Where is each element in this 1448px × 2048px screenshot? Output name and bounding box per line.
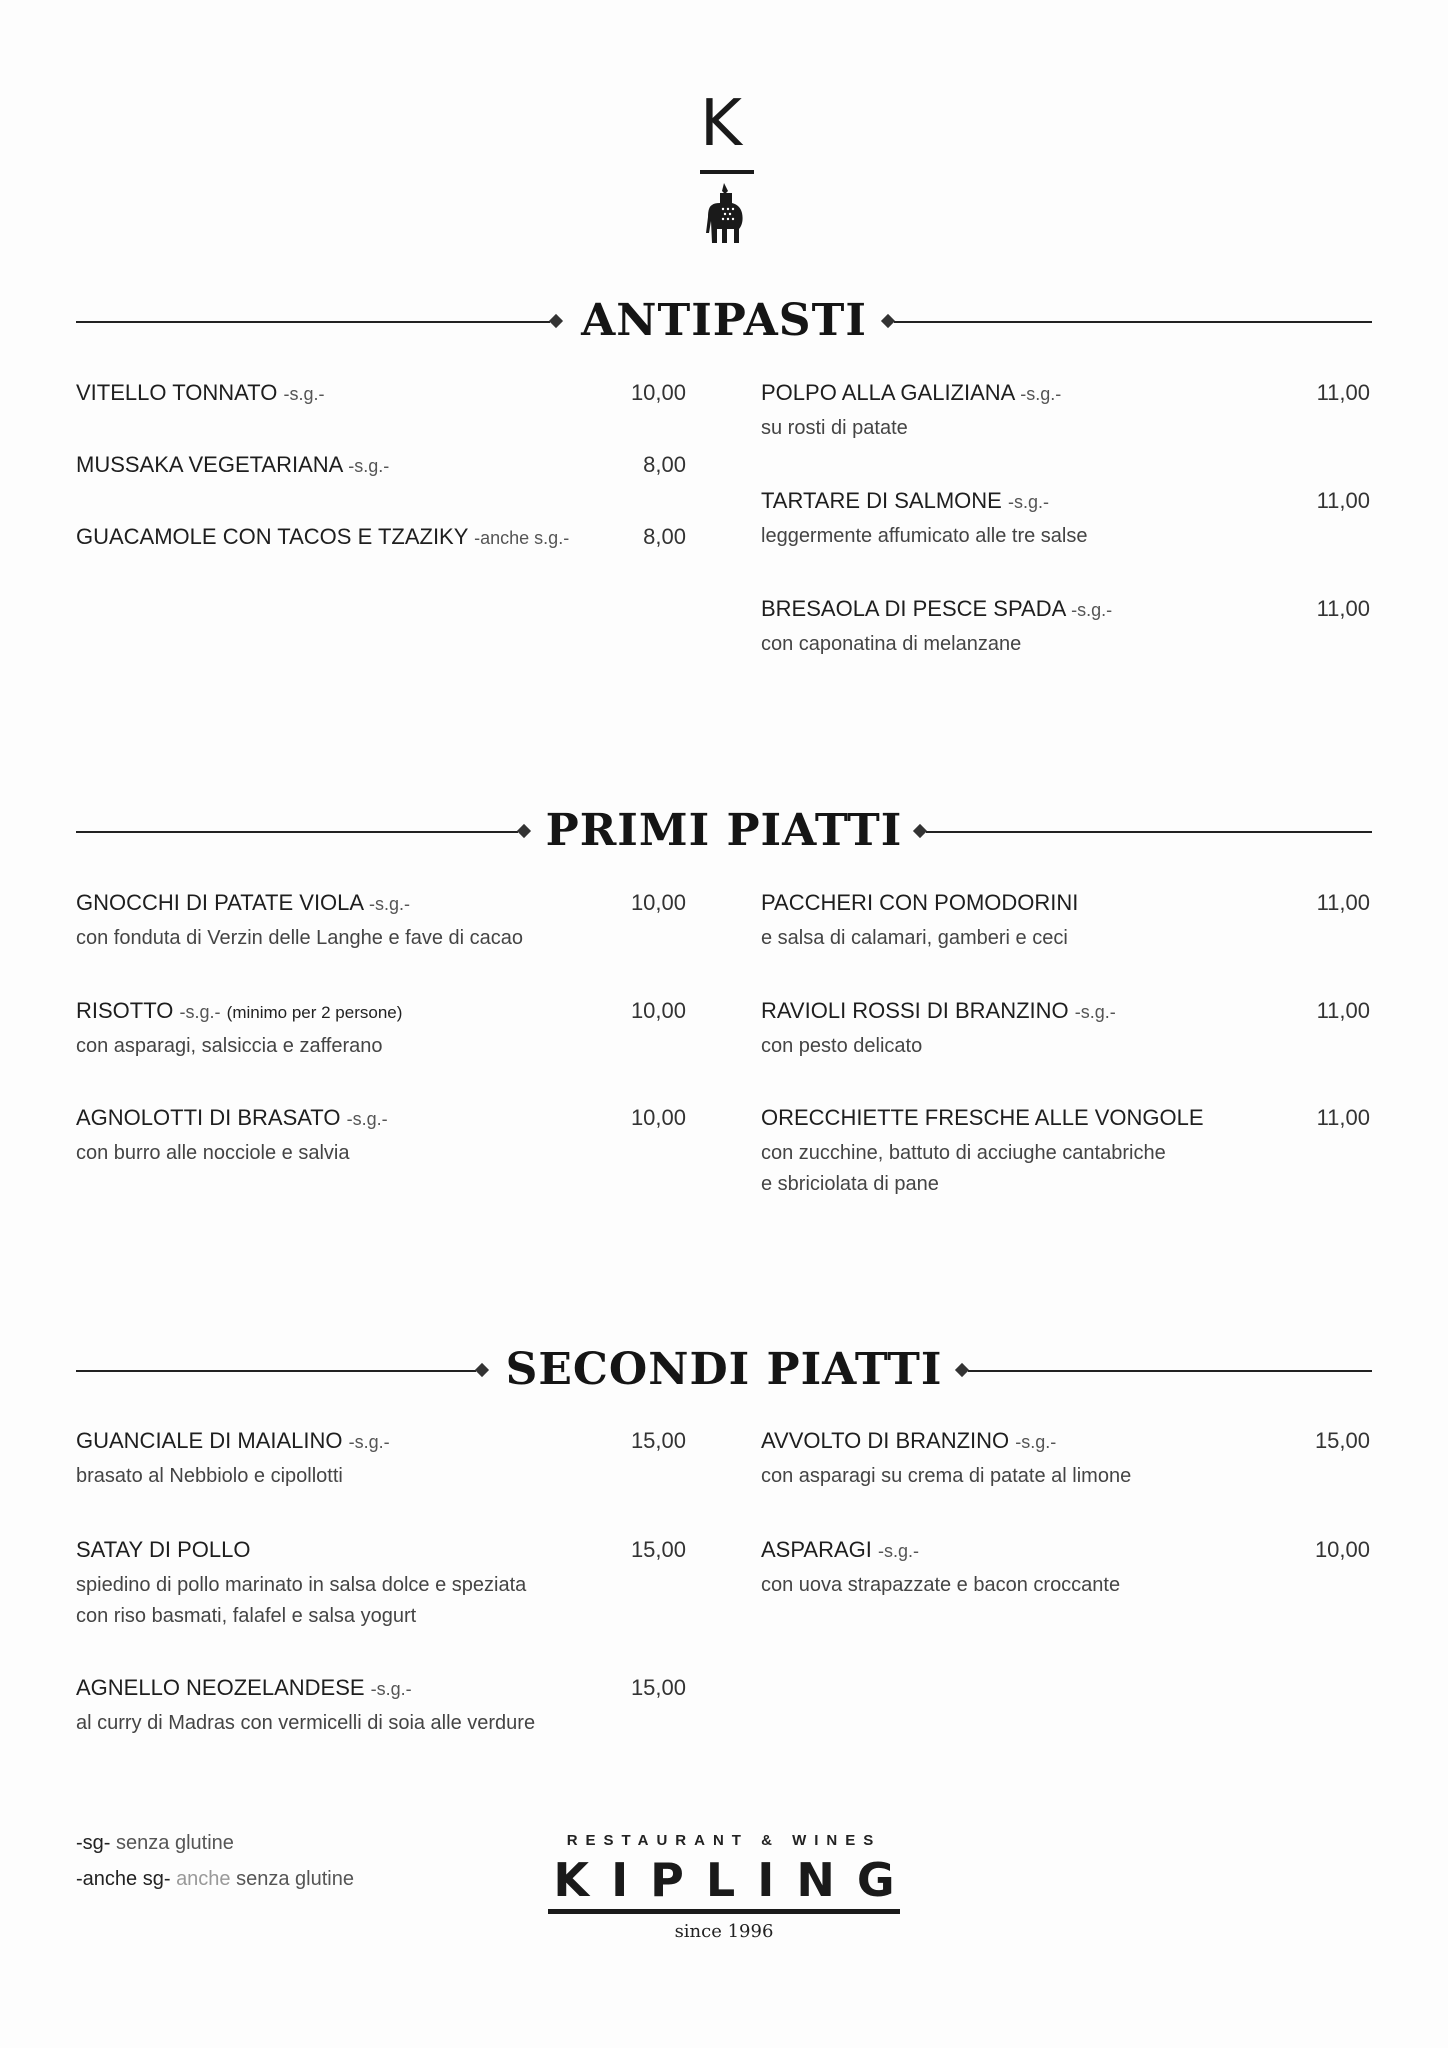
menu-item-name — [761, 998, 1116, 1025]
menu-item-description: e sbriciolata di pane — [761, 1173, 939, 1195]
menu-item-description: brasato al Nebbiolo e cipollotti — [76, 1465, 343, 1487]
menu-item-price: 10,00 — [630, 998, 686, 1023]
menu-item-price: 10,00 — [630, 890, 686, 915]
menu-item-name — [761, 1537, 919, 1564]
menu-item-description: con asparagi, salsiccia e zafferano — [76, 1035, 383, 1057]
menu-item-price: 11,00 — [1316, 1105, 1370, 1130]
item-note: (minimo per 2 persone) — [226, 1003, 403, 1022]
item-title: AGNOLOTTI DI BRASATO — [76, 1105, 341, 1130]
menu-item-description: con pesto delicato — [761, 1035, 923, 1057]
logo-underline — [700, 170, 754, 174]
section-heading — [76, 1340, 1372, 1400]
legend-anche-sg — [76, 1868, 354, 1891]
item-title: AVVOLTO DI BRANZINO — [761, 1428, 1010, 1453]
item-title: ASPARAGI — [761, 1537, 872, 1562]
menu-item-price: 10,00 — [630, 380, 686, 405]
menu-item-price: 15,00 — [1314, 1428, 1370, 1453]
item-title: VITELLO TONNATO — [76, 380, 278, 405]
legend-key: -sg- — [76, 1832, 111, 1854]
menu-item-name — [76, 1428, 390, 1455]
gluten-free-tag: -s.g.- — [348, 1432, 390, 1452]
menu-item-name — [761, 380, 1061, 407]
legend-text: anche — [176, 1868, 231, 1890]
item-title: POLPO ALLA GALIZIANA — [761, 380, 1015, 405]
item-title: PACCHERI CON POMODORINI — [761, 890, 1079, 915]
gluten-free-tag: -s.g.- — [348, 456, 390, 476]
section-title: ANTIPASTI — [581, 295, 867, 346]
item-title: RISOTTO — [76, 998, 174, 1023]
item-title: GUACAMOLE CON TACOS E TZAZIKY — [76, 524, 469, 549]
menu-item-name — [761, 890, 1078, 916]
logo-monogram: K — [700, 87, 742, 161]
menu-item-description: con riso basmati, falafel e salsa yogurt — [76, 1605, 417, 1627]
gluten-free-tag: -s.g.- — [283, 384, 325, 404]
gluten-free-tag: -s.g.- — [1020, 384, 1062, 404]
menu-item-description: con caponatina di melanzane — [761, 633, 1022, 655]
item-title: GNOCCHI DI PATATE VIOLA — [76, 890, 363, 915]
gluten-free-tag: -s.g.- — [877, 1541, 919, 1561]
menu-item-price: 10,00 — [1314, 1537, 1370, 1562]
item-title: AGNELLO NEOZELANDESE — [76, 1675, 365, 1700]
gluten-free-tag: -s.g.- — [370, 1679, 412, 1699]
menu-item-price: 11,00 — [1316, 596, 1370, 621]
brand-rule — [548, 1909, 900, 1914]
menu-item-description: con uova strapazzate e bacon croccante — [761, 1574, 1121, 1596]
legend-text: senza glutine — [116, 1832, 234, 1854]
menu-item-price: 15,00 — [630, 1675, 686, 1700]
brand-since: since 1996 — [674, 1921, 774, 1942]
menu-item-name — [76, 452, 389, 479]
item-title: ORECCHIETTE FRESCHE ALLE VONGOLE — [761, 1105, 1204, 1130]
menu-item-name — [76, 380, 324, 407]
gluten-free-tag: -s.g.- — [1015, 1432, 1057, 1452]
menu-item-description: con burro alle nocciole e salvia — [76, 1142, 350, 1164]
item-title: MUSSAKA VEGETARIANA — [76, 452, 343, 477]
menu-item-description: su rosti di patate — [761, 417, 908, 439]
gluten-free-tag: -s.g.- — [346, 1109, 388, 1129]
menu-item-name — [76, 1675, 412, 1702]
menu-item-price: 15,00 — [630, 1537, 686, 1562]
menu-item-description: e salsa di calamari, gamberi e ceci — [761, 927, 1068, 949]
menu-item-description: con zucchine, battuto di acciughe cantabriche — [761, 1142, 1166, 1164]
item-title: BRESAOLA DI PESCE SPADA — [761, 596, 1066, 621]
gluten-free-tag: -s.g.- — [1074, 1002, 1116, 1022]
menu-item-name — [761, 1105, 1204, 1131]
legend-sg — [76, 1832, 234, 1855]
item-title: RAVIOLI ROSSI DI BRANZINO — [761, 998, 1069, 1023]
menu-item-price: 8,00 — [643, 452, 686, 477]
brand-name: KIPLING — [553, 1853, 917, 1907]
menu-item-name — [76, 524, 569, 551]
menu-item-name — [76, 1537, 250, 1563]
menu-item-price: 11,00 — [1316, 998, 1370, 1023]
menu-item-description: con asparagi su crema di patate al limone — [761, 1465, 1132, 1487]
menu-item-name — [76, 1105, 388, 1132]
menu-item-name — [76, 998, 402, 1026]
section-heading — [76, 291, 1372, 351]
menu-item-price: 8,00 — [643, 524, 686, 549]
brand-tagline: RESTAURANT & WINES — [566, 1832, 882, 1849]
gluten-free-tag: -s.g.- — [1071, 600, 1113, 620]
item-title: SATAY DI POLLO — [76, 1537, 251, 1562]
menu-item-price: 11,00 — [1316, 890, 1370, 915]
gluten-free-tag: -anche s.g.- — [474, 528, 570, 548]
menu-item-price: 11,00 — [1316, 488, 1370, 513]
legend-text: senza glutine — [236, 1868, 354, 1890]
menu-item-description: spiedino di pollo marinato in salsa dolce e speziata — [76, 1574, 527, 1596]
gluten-free-tag: -s.g.- — [179, 1002, 221, 1022]
legend-key: -anche sg- — [76, 1868, 171, 1890]
menu-item-description: con fonduta di Verzin delle Langhe e fave di cacao — [76, 927, 523, 949]
item-title: GUANCIALE DI MAIALINO — [76, 1428, 343, 1453]
menu-item-name — [761, 488, 1049, 515]
gluten-free-tag: -s.g.- — [1007, 492, 1049, 512]
menu-item-name — [76, 890, 410, 917]
menu-item-name — [761, 1428, 1056, 1455]
section-title: SECONDI PIATTI — [505, 1344, 943, 1395]
gluten-free-tag: -s.g.- — [368, 894, 410, 914]
section-title: PRIMI PIATTI — [545, 805, 903, 856]
item-title: TARTARE DI SALMONE — [761, 488, 1002, 513]
menu-item-price: 15,00 — [630, 1428, 686, 1453]
menu-item-price: 10,00 — [630, 1105, 686, 1130]
menu-item-price: 11,00 — [1316, 380, 1370, 405]
elephant-icon — [702, 183, 750, 245]
menu-item-description: al curry di Madras con vermicelli di soia alle verdure — [76, 1712, 536, 1734]
section-heading — [76, 801, 1372, 861]
menu-item-name — [761, 596, 1112, 623]
menu-item-description: leggermente affumicato alle tre salse — [761, 525, 1088, 547]
